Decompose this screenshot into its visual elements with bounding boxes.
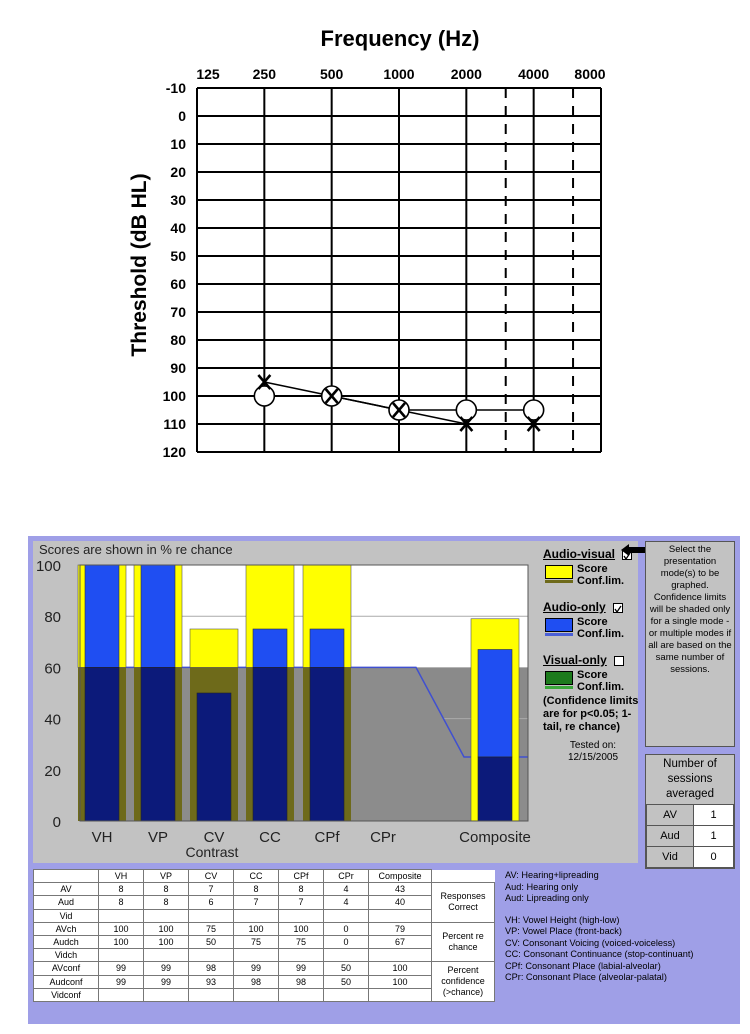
aud-conf-swatch — [545, 633, 573, 636]
table-cell — [324, 909, 369, 922]
frequency-tick-label: 4000 — [518, 66, 550, 82]
aud-below-chance-bar — [478, 757, 512, 821]
table-header: CC — [234, 870, 279, 883]
def-contrast: VH: Vowel Height (high-low) — [505, 914, 620, 925]
audiogram-ylabel: Threshold (dB HL) — [128, 173, 151, 357]
score-tick-label: 60 — [44, 660, 61, 678]
tested-on — [543, 740, 643, 764]
table-cell: 50 — [324, 962, 369, 975]
table-cell: 8 — [99, 896, 144, 909]
aud-score-bar — [85, 565, 119, 667]
table-header: VP — [144, 870, 189, 883]
table-row-label: Vidch — [34, 949, 99, 962]
table-cell — [234, 949, 279, 962]
category-tick-label: CC — [259, 829, 281, 846]
sessions-box — [645, 754, 735, 869]
check-icon — [614, 605, 622, 613]
table-cell: 93 — [189, 975, 234, 988]
scores-panel — [28, 536, 740, 1024]
threshold-tick-label: 20 — [170, 164, 186, 180]
def-contrast: VP: Vowel Place (front-back) — [505, 926, 622, 936]
table-cell: 99 — [144, 975, 189, 988]
sessions-label: Vid — [647, 847, 694, 868]
table-cell: 8 — [144, 883, 189, 896]
table-cell: 100 — [279, 922, 324, 935]
def-contrast: CC: Consonant Continuance (stop-continuant) — [505, 949, 694, 959]
table-cell: 100 — [144, 922, 189, 935]
legend-aud — [543, 600, 643, 644]
table-cell — [234, 988, 279, 1001]
contrast-axis-label: Contrast — [185, 844, 239, 860]
threshold-tick-label: 100 — [162, 388, 186, 404]
scores-plot — [78, 565, 528, 821]
table-cell: 7 — [279, 896, 324, 909]
av-score-bar — [190, 629, 238, 667]
vid-checkbox[interactable] — [614, 656, 624, 666]
table-cell: 75 — [234, 935, 279, 948]
audiogram-threshold-ticks — [163, 80, 187, 460]
table-cell — [189, 949, 234, 962]
threshold-tick-label: 0 — [178, 108, 186, 124]
table-cell: 100 — [99, 922, 144, 935]
aud-below-chance-bar — [197, 693, 231, 821]
table-cell: 98 — [279, 975, 324, 988]
table-row-label: AVch — [34, 922, 99, 935]
table-row — [34, 975, 495, 988]
table-cell — [99, 949, 144, 962]
table-cell: 99 — [144, 962, 189, 975]
table-cell — [369, 909, 432, 922]
audiogram-chart — [0, 0, 750, 470]
table-row — [34, 883, 495, 896]
aud-score-swatch — [545, 618, 573, 632]
sessions-title: Number of sessions averaged — [663, 758, 717, 800]
table-cell: 8 — [234, 883, 279, 896]
table-header: CPf — [279, 870, 324, 883]
table-cell — [279, 988, 324, 1001]
threshold-tick-label: 70 — [170, 304, 186, 320]
table-cell: 99 — [234, 962, 279, 975]
def-mode: Aud: Hearing only — [505, 881, 579, 892]
category-tick-label: CPr — [370, 829, 396, 846]
table-cell: 8 — [99, 883, 144, 896]
threshold-tick-label: -10 — [165, 80, 186, 96]
sessions-value[interactable]: 1 — [694, 805, 734, 826]
scores-title: Scores are shown in % re chance — [39, 542, 233, 557]
legend-av-title: Audio-visual — [543, 547, 616, 561]
audiogram-title: Frequency (Hz) — [320, 26, 480, 51]
table-cell: 4 — [324, 883, 369, 896]
aud-checkbox[interactable] — [613, 603, 623, 613]
table-row — [34, 896, 495, 909]
audiogram-frequency-ticks — [196, 66, 605, 82]
circle-marker — [254, 386, 274, 406]
table-cell: 100 — [369, 962, 432, 975]
frequency-tick-label: 2000 — [450, 66, 482, 82]
table-cell: 99 — [99, 975, 144, 988]
circle-marker — [524, 400, 544, 420]
sessions-value[interactable]: 1 — [694, 826, 734, 847]
table-corner — [34, 870, 99, 883]
table-cell — [99, 909, 144, 922]
mode-selection-note: Select the presentation mode(s) to be graphed. Confidence limits will be shaded only for a single mode - or multiple modes if all are based on the same number of sessions. — [645, 541, 735, 747]
category-tick-label: VH — [91, 829, 113, 846]
arrow-left-icon — [621, 544, 645, 556]
table-cell: 75 — [279, 935, 324, 948]
table-row — [34, 988, 495, 1001]
aud-score-bar — [141, 565, 175, 667]
sessions-value[interactable]: 0 — [694, 847, 734, 868]
aud-below-chance-bar — [310, 667, 344, 821]
table-cell — [324, 988, 369, 1001]
table-cell: 99 — [279, 962, 324, 975]
vid-score-swatch — [545, 671, 573, 685]
category-tick-label: CPf — [314, 829, 340, 846]
threshold-tick-label: 60 — [170, 276, 186, 292]
table-row-label: Audconf — [34, 975, 99, 988]
threshold-tick-label: 80 — [170, 332, 186, 348]
table-cell — [369, 988, 432, 1001]
table-cell: 99 — [99, 962, 144, 975]
table-row — [34, 935, 495, 948]
table-cell: 8 — [144, 896, 189, 909]
threshold-tick-label: 120 — [162, 444, 186, 460]
legend-vid-conf: Conf.lim. — [577, 681, 625, 693]
sessions-label: AV — [647, 805, 694, 826]
tested-date: 12/15/2005 — [567, 752, 619, 763]
table-cell: 4 — [324, 896, 369, 909]
table-cell: 7 — [189, 883, 234, 896]
table-cell — [189, 988, 234, 1001]
tested-label: Tested on: — [569, 740, 617, 751]
legend-aud-title: Audio-only — [543, 600, 606, 614]
def-contrast: CV: Consonant Voicing (voiced-voiceless) — [505, 937, 676, 948]
abbreviation-definitions — [505, 870, 735, 984]
threshold-tick-label: 90 — [170, 360, 186, 376]
table-row-label: AVconf — [34, 962, 99, 975]
table-group-blank — [432, 870, 495, 883]
aud-score-bar — [253, 629, 287, 667]
def-contrast: CPr: Consonant Place (alveolar-palatal) — [505, 972, 667, 982]
legend-av-score: Score — [577, 563, 608, 575]
scores-data-table — [33, 869, 495, 1002]
table-cell: 50 — [324, 975, 369, 988]
score-tick-label: 40 — [44, 711, 61, 729]
table-cell: 0 — [324, 922, 369, 935]
vid-conf-swatch — [545, 686, 573, 689]
table-row-label: Aud — [34, 896, 99, 909]
scores-y-ticks — [36, 558, 61, 831]
aud-score-bar — [478, 649, 512, 757]
table-cell: 50 — [189, 935, 234, 948]
table-row-label: Audch — [34, 935, 99, 948]
legend — [543, 547, 643, 764]
category-tick-label: Composite — [459, 829, 531, 846]
table-cell: 100 — [369, 975, 432, 988]
aud-below-chance-bar — [253, 667, 287, 821]
group-percent-re-chance: Percent re chance — [432, 922, 495, 962]
frequency-tick-label: 250 — [252, 66, 277, 82]
def-mode: Aud: Lipreading only — [505, 893, 589, 903]
table-header: VH — [99, 870, 144, 883]
table-header: Composite — [369, 870, 432, 883]
def-mode: AV: Hearing+lipreading — [505, 870, 599, 880]
table-cell: 100 — [234, 922, 279, 935]
table-cell: 67 — [369, 935, 432, 948]
table-header-row — [34, 870, 495, 883]
table-row-label: Vid — [34, 909, 99, 922]
score-tick-label: 0 — [52, 814, 61, 831]
table-cell: 0 — [324, 935, 369, 948]
table-cell: 100 — [144, 935, 189, 948]
legend-aud-score: Score — [577, 616, 608, 628]
aud-score-bar — [310, 629, 344, 667]
table-cell: 79 — [369, 922, 432, 935]
scores-x-ticks — [92, 829, 531, 846]
group-percent-confidence: Percent confidence (>chance) — [432, 962, 495, 1002]
confidence-note: (Confidence limits are for p<0.05; 1-tail, re chance) — [543, 695, 639, 733]
av-score-swatch — [545, 565, 573, 579]
threshold-tick-label: 110 — [163, 416, 186, 432]
table-row — [34, 949, 495, 962]
table-cell: 100 — [99, 935, 144, 948]
frequency-tick-label: 500 — [319, 66, 344, 82]
threshold-tick-label: 30 — [170, 192, 186, 208]
table-cell — [189, 909, 234, 922]
table-cell: 43 — [369, 883, 432, 896]
table-cell — [279, 909, 324, 922]
table-cell: 98 — [234, 975, 279, 988]
def-contrast: CPf: Consonant Place (labial-alveolar) — [505, 960, 661, 971]
table-cell — [144, 949, 189, 962]
aud-below-chance-bar — [141, 667, 175, 821]
table-row-label: AV — [34, 883, 99, 896]
table-cell — [144, 909, 189, 922]
legend-aud-conf: Conf.lim. — [577, 628, 625, 640]
table-cell: 75 — [189, 922, 234, 935]
score-tick-label: 20 — [44, 762, 61, 780]
circle-marker — [456, 400, 476, 420]
table-row-label: Vidconf — [34, 988, 99, 1001]
table-cell: 40 — [369, 896, 432, 909]
threshold-tick-label: 10 — [170, 136, 186, 152]
av-conf-swatch — [545, 580, 573, 583]
score-tick-label: 80 — [44, 609, 61, 627]
table-cell: 7 — [234, 896, 279, 909]
table-row — [34, 962, 495, 975]
category-tick-label: CV — [203, 829, 225, 846]
legend-vid-title: Visual-only — [543, 653, 607, 667]
sessions-label: Aud — [647, 826, 694, 847]
table-cell — [99, 988, 144, 1001]
table-cell: 98 — [189, 962, 234, 975]
sessions-table — [646, 804, 734, 868]
table-row — [34, 922, 495, 935]
table-cell: 6 — [189, 896, 234, 909]
table-header: CPr — [324, 870, 369, 883]
table-row — [34, 909, 495, 922]
category-tick-label: VP — [147, 829, 169, 846]
frequency-tick-label: 1000 — [383, 66, 415, 82]
table-cell — [144, 988, 189, 1001]
threshold-tick-label: 40 — [170, 220, 186, 236]
aud-below-chance-bar — [85, 667, 119, 821]
frequency-tick-label: 8000 — [574, 66, 606, 82]
table-cell — [324, 949, 369, 962]
table-header: CV — [189, 870, 234, 883]
group-responses-correct: Responses Correct — [432, 883, 495, 923]
legend-vid-score: Score — [577, 669, 608, 681]
table-cell: 8 — [279, 883, 324, 896]
table-cell — [369, 949, 432, 962]
legend-av-conf: Conf.lim. — [577, 575, 625, 587]
score-tick-label: 100 — [35, 558, 61, 575]
table-cell — [234, 909, 279, 922]
scores-chart-area — [33, 541, 638, 863]
table-cell — [279, 949, 324, 962]
frequency-tick-label: 125 — [196, 66, 220, 82]
threshold-tick-label: 50 — [170, 248, 186, 264]
legend-vid — [543, 653, 643, 734]
